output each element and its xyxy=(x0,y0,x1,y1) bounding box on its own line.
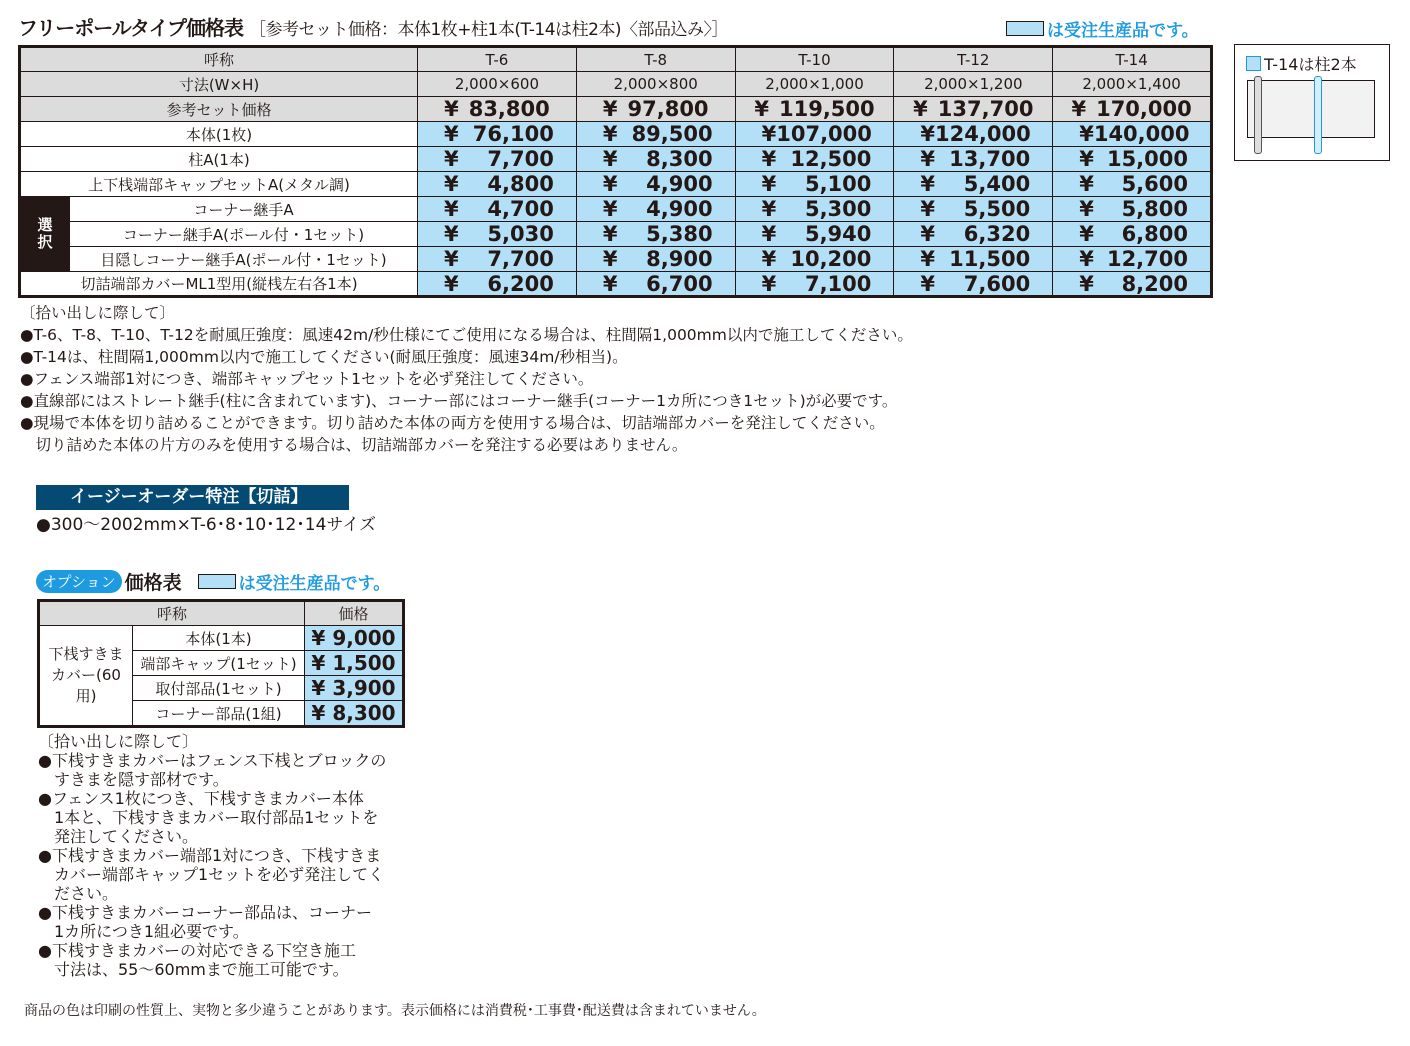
amount: 6,320 xyxy=(963,222,1031,246)
price-cell xyxy=(418,172,577,197)
note-line: 発注してください。 xyxy=(38,827,199,846)
yen: ¥ xyxy=(602,271,618,296)
option-header xyxy=(36,568,390,595)
col-price: 価格 xyxy=(305,601,404,626)
note-line: カバー端部キャップ1セットを必ず発注してく xyxy=(38,865,385,884)
option-price xyxy=(305,676,404,701)
option-group: 下桟すきまカバー(60用) xyxy=(39,626,133,727)
yen: ¥ xyxy=(444,122,459,146)
yen: ¥ xyxy=(761,172,777,196)
diagram-label: T-14は柱2本 xyxy=(1264,55,1357,74)
model-header: T-14 xyxy=(1053,47,1212,72)
amount: 4,800 xyxy=(487,172,554,196)
legend-text: は受注生産品です。 xyxy=(238,574,391,594)
model-header: T-12 xyxy=(894,47,1053,72)
yen: ¥ xyxy=(920,247,936,271)
row-label: 切詰端部カバーML1型用(縦桟左右各1本) xyxy=(20,272,418,297)
yen: ¥ xyxy=(920,222,936,246)
model-header: T-10 xyxy=(735,47,894,72)
yen: ¥ xyxy=(444,247,459,271)
price-table xyxy=(18,45,1213,298)
note-line: ●下桟すきまカバー端部1対につき、下桟すきま xyxy=(38,846,382,865)
table-row xyxy=(20,147,1212,172)
amount: 8,200 xyxy=(1121,271,1188,296)
amount: 3,900 xyxy=(332,676,396,700)
size-value: 2,000×600 xyxy=(418,72,577,97)
price-cell xyxy=(418,197,577,222)
price-cell xyxy=(735,247,894,272)
yen: ¥ xyxy=(1079,271,1094,296)
option-price xyxy=(305,651,404,676)
yen: ¥ xyxy=(311,676,326,700)
option-item-label: 本体(1本) xyxy=(133,626,305,651)
model-header: T-6 xyxy=(418,47,577,72)
option-notes xyxy=(38,732,386,979)
price-cell xyxy=(894,147,1053,172)
row-label: 柱A(1本) xyxy=(20,147,418,172)
price-cell xyxy=(894,172,1053,197)
yen: ¥ xyxy=(1079,122,1094,146)
yen: ¥ xyxy=(761,197,777,221)
note-line: ●下桟すきまカバーコーナー部品は、コーナー xyxy=(38,903,372,922)
blue-swatch xyxy=(1246,56,1261,71)
easy-order-banner: イージーオーダー特注【切詰】 xyxy=(36,485,349,510)
row-label: 本体(1枚) xyxy=(20,122,418,147)
yen: ¥ xyxy=(602,122,618,146)
table-row xyxy=(20,272,1212,297)
option-legend xyxy=(198,569,391,594)
header-name: 呼称 xyxy=(20,47,418,72)
easy-order-text: ●300～2002mm×T-6･8･10･12･14サイズ xyxy=(36,515,377,535)
yen: ¥ xyxy=(1079,172,1094,196)
amount: 11,500 xyxy=(949,247,1031,271)
amount: 4,900 xyxy=(646,197,713,221)
amount: 140,000 xyxy=(1093,122,1190,146)
amount: 6,200 xyxy=(487,271,554,296)
amount: 124,000 xyxy=(935,122,1031,146)
amount: 5,800 xyxy=(1121,197,1188,221)
price-cell xyxy=(418,222,577,247)
option-badge: オプション xyxy=(36,570,122,593)
row-label: コーナー継手A xyxy=(70,197,418,222)
amount: 5,100 xyxy=(804,172,872,196)
note-line: 1カ所につき1組必要です。 xyxy=(38,922,249,941)
blue-swatch xyxy=(198,574,236,589)
yen: ¥ xyxy=(761,222,777,246)
notes xyxy=(20,302,913,456)
amount: 89,500 xyxy=(631,122,713,146)
yen: ¥ xyxy=(1079,147,1094,171)
note-line: 寸法は、55～60mmまで施工可能です。 xyxy=(38,960,349,979)
amount: 7,100 xyxy=(804,271,872,296)
price-cell xyxy=(576,222,735,247)
yen: ¥ xyxy=(311,651,326,675)
option-item-label: 端部キャップ(1セット) xyxy=(133,651,305,676)
size-value: 2,000×1,400 xyxy=(1053,72,1212,97)
table-row xyxy=(20,247,1212,272)
amount: 13,700 xyxy=(949,147,1031,171)
price-cell xyxy=(1053,147,1212,172)
yen: ¥ xyxy=(920,271,936,296)
option-price xyxy=(305,701,404,727)
yen: ¥ xyxy=(602,147,618,171)
amount: 5,500 xyxy=(963,197,1031,221)
table-row xyxy=(20,222,1212,247)
option-item-label: 取付部品(1セット) xyxy=(133,676,305,701)
notes-heading: 〔拾い出しに際して〕 xyxy=(20,304,176,322)
yen: ¥ xyxy=(920,147,936,171)
page-title xyxy=(18,12,728,41)
yen: ¥ xyxy=(1079,197,1094,221)
amount: 8,300 xyxy=(646,147,713,171)
post-gray xyxy=(1254,76,1262,154)
amount: 5,600 xyxy=(1121,172,1188,196)
table-row xyxy=(20,122,1212,147)
note-line: すきまを隠す部材です。 xyxy=(38,770,229,789)
amount: 5,940 xyxy=(804,222,872,246)
amount: 5,400 xyxy=(963,172,1031,196)
amount: 1,500 xyxy=(332,651,396,675)
amount: 5,300 xyxy=(804,197,872,221)
price-cell xyxy=(894,122,1053,147)
price-cell xyxy=(418,122,577,147)
set-price-value xyxy=(894,97,1053,122)
price-cell xyxy=(894,247,1053,272)
set-price-value xyxy=(735,97,894,122)
yen: ¥ xyxy=(761,147,777,171)
amount: 6,800 xyxy=(1121,222,1188,246)
yen: ¥ xyxy=(920,122,936,146)
notes-heading: 〔拾い出しに際して〕 xyxy=(38,732,199,751)
amount: 170,000 xyxy=(1096,97,1192,121)
yen: ¥ xyxy=(444,271,459,296)
yen: ¥ xyxy=(920,172,936,196)
amount: 4,700 xyxy=(487,197,554,221)
yen: ¥ xyxy=(311,701,326,725)
amount: 4,900 xyxy=(646,172,713,196)
price-cell xyxy=(735,222,894,247)
price-cell xyxy=(1053,197,1212,222)
row-label: コーナー継手A(ポール付・1セット) xyxy=(70,222,418,247)
yen: ¥ xyxy=(444,172,459,196)
option-price-table xyxy=(37,599,405,728)
yen: ¥ xyxy=(602,172,618,196)
note-line: ●T-14は、柱間隔1,000mm以内で施工してください(耐風圧強度：風速34m/秒相当)。 xyxy=(20,348,628,366)
yen: ¥ xyxy=(920,197,936,221)
price-cell xyxy=(576,272,735,297)
price-cell xyxy=(576,147,735,172)
price-cell xyxy=(894,222,1053,247)
set-price-value xyxy=(576,97,735,122)
fence-panel xyxy=(1247,80,1375,138)
yen: ¥ xyxy=(311,626,326,650)
price-cell xyxy=(1053,247,1212,272)
price-cell xyxy=(735,122,894,147)
yen: ¥ xyxy=(761,271,777,296)
note-line: ●下桟すきまカバーの対応できる下空き施工 xyxy=(38,941,356,960)
option-price xyxy=(305,626,404,651)
amount: 5,380 xyxy=(646,222,713,246)
note-line: 切り詰めた本体の片方のみを使用する場合は、切詰端部カバーを発注する必要はありません。 xyxy=(20,436,688,454)
size-value: 2,000×1,000 xyxy=(735,72,894,97)
note-line: ●フェンス端部1対につき、端部キャップセット1セットを必ず発注してください。 xyxy=(20,370,594,388)
set-price-label: 参考セット価格 xyxy=(20,97,418,122)
option-row xyxy=(39,626,404,651)
amount: 107,000 xyxy=(776,122,872,146)
yen: ¥ xyxy=(754,97,769,121)
amount: 7,600 xyxy=(963,271,1031,296)
amount: 10,200 xyxy=(790,247,872,271)
note-line: ださい。 xyxy=(38,884,119,903)
amount: 8,300 xyxy=(332,701,396,725)
note-line: 1本と、下桟すきまカバー取付部品1セットを xyxy=(38,808,379,827)
set-price-value xyxy=(418,97,577,122)
amount: 76,100 xyxy=(472,122,554,146)
price-cell xyxy=(576,122,735,147)
yen: ¥ xyxy=(444,97,459,121)
yen: ¥ xyxy=(602,222,618,246)
price-cell xyxy=(576,172,735,197)
post-blue xyxy=(1314,76,1322,154)
price-cell xyxy=(576,247,735,272)
price-cell xyxy=(894,272,1053,297)
amount: 119,500 xyxy=(778,97,875,121)
yen: ¥ xyxy=(602,247,618,271)
note-line: ●現場で本体を切り詰めることができます。切り詰めた本体の両方を使用する場合は、切詰端部カバーを発注してください。 xyxy=(20,414,885,432)
amount: 97,800 xyxy=(627,97,709,121)
note-line: ●下桟すきまカバーはフェンス下桟とブロックの xyxy=(38,751,387,770)
made-to-order-legend xyxy=(1006,16,1199,41)
amount: 8,900 xyxy=(646,247,713,271)
amount: 12,500 xyxy=(790,147,872,171)
price-cell xyxy=(1053,222,1212,247)
yen: ¥ xyxy=(913,97,928,121)
note-line: ●直線部にはストレート継手(柱に含まれています)、コーナー部にはコーナー継手(コーナー1カ所につき1セット)が必要です。 xyxy=(20,392,898,410)
row-label: 上下桟端部キャップセットA(メタル調) xyxy=(20,172,418,197)
amount: 137,700 xyxy=(937,97,1034,121)
yen: ¥ xyxy=(602,97,618,121)
amount: 15,000 xyxy=(1106,147,1188,171)
yen: ¥ xyxy=(761,247,777,271)
note-line: ●T-6、T-8、T-10、T-12を耐風圧強度：風速42m/秒仕様にてご使用になる場合は、柱間隔1,000mm以内で施工してください。 xyxy=(20,326,913,344)
table-row xyxy=(20,172,1212,197)
price-cell xyxy=(735,172,894,197)
title-sub: ［参考セット価格：本体1枚+柱1本(T-14は柱2本)〈部品込み〉］ xyxy=(248,20,729,40)
yen: ¥ xyxy=(1079,247,1094,271)
amount: 5,030 xyxy=(487,222,554,246)
price-cell xyxy=(735,272,894,297)
amount: 83,800 xyxy=(468,97,550,121)
amount: 6,700 xyxy=(646,271,713,296)
price-cell xyxy=(735,147,894,172)
price-cell xyxy=(576,197,735,222)
model-header: T-8 xyxy=(576,47,735,72)
col-name: 呼称 xyxy=(39,601,305,626)
t14-diagram xyxy=(1234,44,1390,161)
option-item-label: コーナー部品(1組) xyxy=(133,701,305,727)
price-cell xyxy=(894,197,1053,222)
legend-text: は受注生産品です。 xyxy=(1047,21,1199,41)
amount: 9,000 xyxy=(332,626,396,650)
price-cell xyxy=(418,272,577,297)
blue-swatch xyxy=(1006,21,1044,36)
footer-note: 商品の色は印刷の性質上、実物と多少違うことがあります。表示価格には消費税･工事費･配送費は含まれていません。 xyxy=(24,1003,766,1019)
price-cell xyxy=(418,247,577,272)
size-value: 2,000×1,200 xyxy=(894,72,1053,97)
table-row xyxy=(20,197,1212,222)
amount: 7,700 xyxy=(487,247,554,271)
note-line: ●フェンス1枚につき、下桟すきまカバー本体 xyxy=(38,789,364,808)
yen: ¥ xyxy=(1071,97,1087,121)
yen: ¥ xyxy=(602,197,618,221)
optional-label: 選択 xyxy=(20,197,70,272)
set-price-value xyxy=(1053,97,1212,122)
yen: ¥ xyxy=(444,147,459,171)
yen: ¥ xyxy=(444,197,459,221)
yen: ¥ xyxy=(761,122,777,146)
price-cell xyxy=(735,197,894,222)
price-cell xyxy=(418,147,577,172)
yen: ¥ xyxy=(444,222,459,246)
price-cell xyxy=(1053,122,1212,147)
option-title: 価格表 xyxy=(124,572,182,594)
title-main: フリーポールタイプ価格表 xyxy=(18,16,243,40)
amount: 12,700 xyxy=(1106,247,1188,271)
size-label: 寸法(W×H) xyxy=(20,72,418,97)
price-cell xyxy=(1053,172,1212,197)
row-label: 目隠しコーナー継手A(ポール付・1セット) xyxy=(70,247,418,272)
price-cell xyxy=(1053,272,1212,297)
size-value: 2,000×800 xyxy=(576,72,735,97)
amount: 7,700 xyxy=(487,147,554,171)
yen: ¥ xyxy=(1079,222,1094,246)
